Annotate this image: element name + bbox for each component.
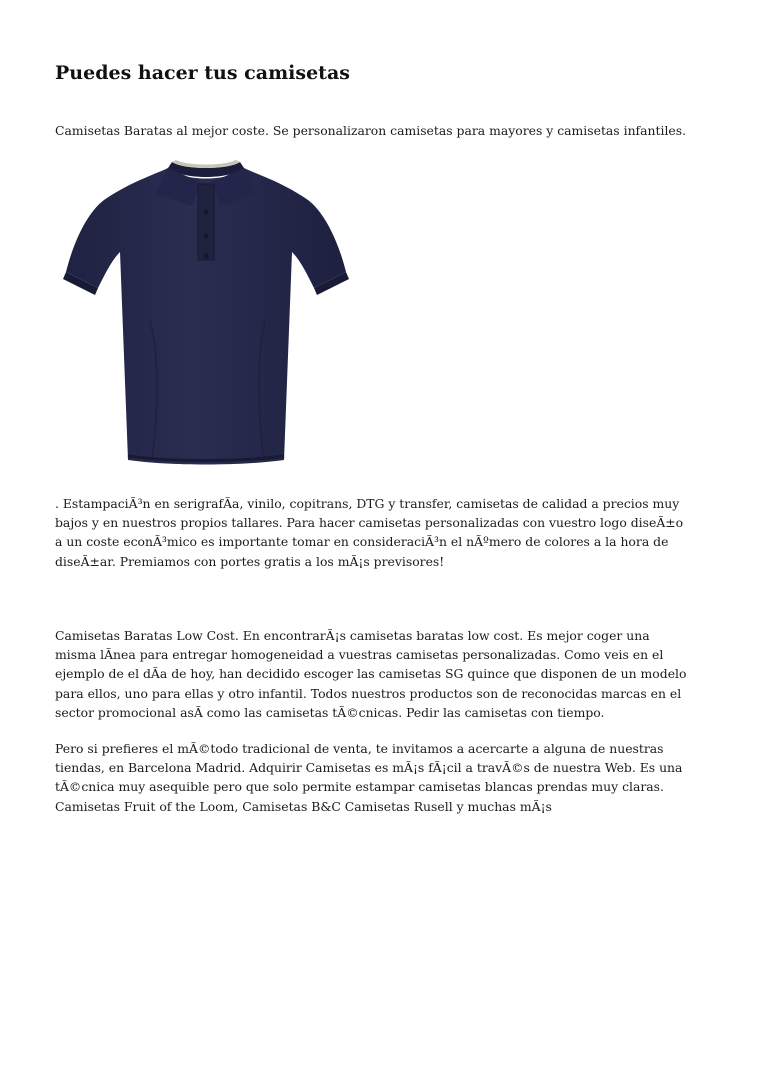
text-line: tiendas, en Barcelona Madrid. Adquirir Camisetas es mÃ¡s fÃ¡cil a travÃ©s de nuestra Web. Es una [55,760,683,776]
text-line: sector promocional asÃ como las camisetas tÃ©cnicas. Pedir las camisetas con tiempo. [55,704,605,720]
text-line: misma lÃnea para entregar homogeneidad a vuestras camisetas personalizadas. Como veis en el [55,647,664,663]
polo-shirt-image [60,160,352,472]
paragraph-low-cost [55,626,720,722]
text-line: a un coste econÃ³mico es importante tomar en consideraciÃ³n el nÃºmero de colores a la hora de [55,534,669,550]
text-line: Pero si prefieres el mÃ©todo tradicional de venta, te invitamos a acercarte a alguna de nuestras [55,741,664,756]
text-line: Camisetas Fruit of the Loom, Camisetas B&C Camisetas Rusell y muchas mÃ¡s [55,798,552,814]
text-line: ejemplo de el dÃa de hoy, han decidido escoger las camisetas SG quince que disponen de un modelo [55,666,687,682]
paragraph-printing [55,494,720,571]
text-line: para ellos, uno para ellas y otro infantil. Todos nuestros productos son de reconocidas marcas en el [55,685,682,701]
text-line: Camisetas Baratas Low Cost. En encontrarÃ¡s camisetas baratas low cost. Es mejor coger una [55,628,650,643]
text-line: diseÃ±ar. Premiamos con portes gratis a los mÃ¡s previsores! [55,553,445,569]
page-title: Puedes hacer tus camisetas [55,62,350,84]
text-line: . EstampaciÃ³n en serigrafÃa, vinilo, copitrans, DTG y transfer, camisetas de calidad a precios muy [55,496,680,511]
intro-paragraph: Camisetas Baratas al mejor coste. Se personalizaron camisetas para mayores y camisetas infantiles. [55,123,687,138]
text-line: tÃ©cnica muy asequible pero que solo permite estampar camisetas blancas prendas muy claras. [55,779,664,795]
paragraph-stores [55,739,720,816]
text-line: bajos y en nuestros propios tallares. Para hacer camisetas personalizadas con vuestro logo diseÃ±o [55,515,684,531]
